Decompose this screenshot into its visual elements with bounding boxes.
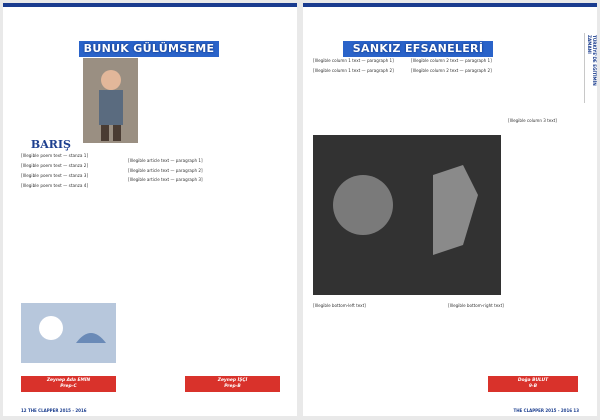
author-right-page bbox=[488, 376, 578, 392]
author-left bbox=[21, 376, 116, 392]
sidebar-label: TÜRKİYE'DE EĞİTİMİN ZAMANI bbox=[587, 35, 597, 86]
article-paragraph: [Illegible article text — paragraph 1] bbox=[128, 158, 203, 163]
author-class: Prep-B bbox=[224, 384, 241, 389]
page-heading: SANKIZ EFSANELERİ bbox=[343, 41, 493, 57]
author-right bbox=[185, 376, 280, 392]
column-paragraph: [Illegible column 2 text — paragraph 2] bbox=[411, 67, 492, 73]
poem-stanza: [Illegible poem text — stanza 2] bbox=[21, 163, 89, 168]
article-paragraph: [Illegible article text — paragraph 3] bbox=[128, 177, 203, 183]
right-column-3 bbox=[508, 118, 578, 128]
poem bbox=[21, 153, 121, 193]
article-paragraph: [Illegible article text — paragraph 2] bbox=[128, 167, 203, 173]
column-paragraph: [Illegible column 2 text — paragraph 1] bbox=[411, 58, 492, 63]
poem-stanza: [Illegible poem text — stanza 4] bbox=[21, 183, 89, 188]
top-bar bbox=[3, 3, 297, 7]
child-photo bbox=[83, 58, 138, 143]
right-bottom-right bbox=[448, 303, 578, 313]
right-bottom-left bbox=[313, 303, 443, 313]
author-name: Zeynep Ada EMİN bbox=[46, 378, 91, 383]
top-bar bbox=[303, 3, 597, 7]
left-page bbox=[3, 3, 297, 416]
right-column-2 bbox=[411, 58, 501, 77]
poem-stanza: [Illegible poem text — stanza 3] bbox=[21, 173, 89, 178]
author-class: Prep-C bbox=[60, 384, 77, 389]
sidebar-tab bbox=[584, 33, 597, 103]
author-name: Doğa BULUT bbox=[517, 378, 549, 383]
column-paragraph: [Illegible bottom-left text] bbox=[313, 303, 366, 308]
hand-photo bbox=[313, 135, 501, 295]
poem-stanza: [Illegible poem text — stanza 1] bbox=[21, 153, 89, 158]
right-column-1 bbox=[313, 58, 403, 77]
column-paragraph: [Illegible column 3 text] bbox=[508, 118, 557, 123]
poem-illustration bbox=[21, 303, 116, 363]
author-class: 9-B bbox=[528, 384, 538, 389]
author-name: Zeynep İŞÇİ bbox=[217, 378, 248, 383]
page-heading: BUNUK GÜLÜMSEME bbox=[79, 41, 219, 57]
poem-title: BARIŞ bbox=[30, 138, 71, 151]
column-paragraph: [Illegible column 1 text — paragraph 1] bbox=[313, 58, 394, 63]
page-footer: THE CLAPPER 2015 - 2016 13 bbox=[513, 408, 579, 413]
page-footer: 12 THE CLAPPER 2015 - 2016 bbox=[21, 408, 87, 413]
right-page bbox=[303, 3, 597, 416]
column-paragraph: [Illegible column 1 text — paragraph 2] bbox=[313, 67, 394, 73]
column-paragraph: [Illegible bottom-right text] bbox=[448, 303, 504, 308]
left-article bbox=[128, 158, 283, 187]
